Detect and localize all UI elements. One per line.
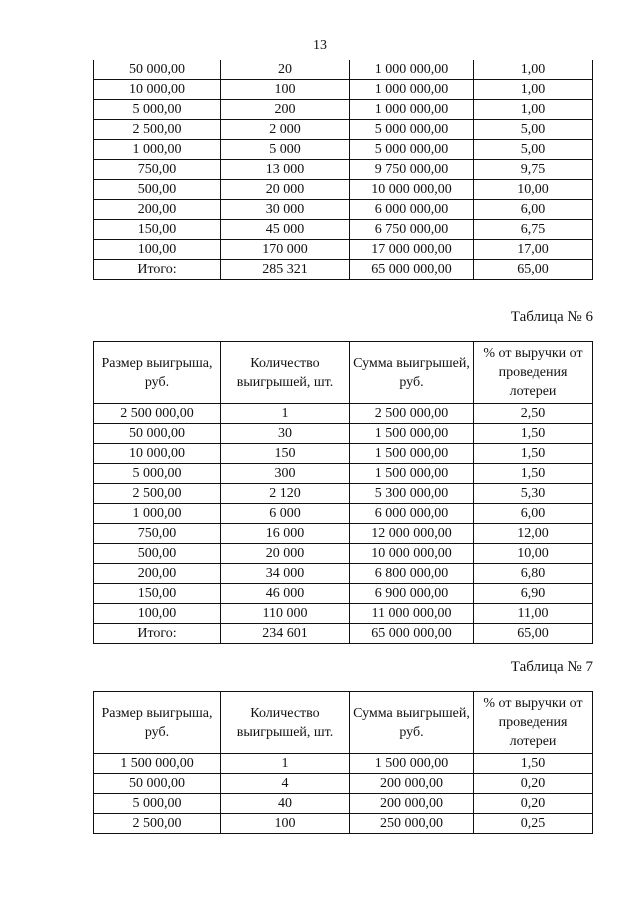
- cell-prize-count: 150: [221, 444, 350, 464]
- cell-prize-size: 200,00: [94, 564, 221, 584]
- cell-prize-size: 2 500,00: [94, 120, 221, 140]
- cell-prize-count: 285 321: [221, 260, 350, 280]
- cell-revenue-percent: 65,00: [474, 624, 593, 644]
- cell-prize-size: 2 500,00: [94, 814, 221, 834]
- cell-revenue-percent: 6,00: [474, 200, 593, 220]
- cell-revenue-percent: 2,50: [474, 404, 593, 424]
- cell-prize-sum: 2 500 000,00: [350, 404, 474, 424]
- table-row: [94, 544, 593, 564]
- cell-prize-sum: 65 000 000,00: [350, 260, 474, 280]
- table-row: [94, 60, 593, 80]
- table-row: [94, 220, 593, 240]
- cell-prize-count: 16 000: [221, 524, 350, 544]
- cell-prize-size: 100,00: [94, 604, 221, 624]
- table-row: [94, 524, 593, 544]
- cell-prize-sum: 1 500 000,00: [350, 444, 474, 464]
- cell-revenue-percent: 5,00: [474, 120, 593, 140]
- cell-revenue-percent: 1,50: [474, 424, 593, 444]
- cell-prize-count: 4: [221, 774, 350, 794]
- cell-prize-sum: 1 500 000,00: [350, 754, 474, 774]
- table-row: [94, 260, 593, 280]
- cell-prize-size: 150,00: [94, 220, 221, 240]
- table-row: [94, 404, 593, 424]
- cell-prize-sum: 10 000 000,00: [350, 180, 474, 200]
- cell-revenue-percent: 9,75: [474, 160, 593, 180]
- cell-prize-size: 2 500 000,00: [94, 404, 221, 424]
- cell-prize-size: 10 000,00: [94, 444, 221, 464]
- table-row: [94, 624, 593, 644]
- cell-prize-count: 34 000: [221, 564, 350, 584]
- cell-prize-sum: 5 000 000,00: [350, 140, 474, 160]
- cell-prize-count: 170 000: [221, 240, 350, 260]
- cell-prize-sum: 12 000 000,00: [350, 524, 474, 544]
- cell-prize-size: 1 500 000,00: [94, 754, 221, 774]
- cell-prize-count: 20 000: [221, 180, 350, 200]
- cell-prize-sum: 17 000 000,00: [350, 240, 474, 260]
- cell-prize-sum: 65 000 000,00: [350, 624, 474, 644]
- table-row: [94, 80, 593, 100]
- prize-table-6: [93, 341, 593, 644]
- cell-revenue-percent: 6,75: [474, 220, 593, 240]
- cell-prize-size: 2 500,00: [94, 484, 221, 504]
- cell-prize-sum: 6 750 000,00: [350, 220, 474, 240]
- table-row: [94, 200, 593, 220]
- cell-prize-count: 20: [221, 60, 350, 80]
- cell-prize-sum: 1 000 000,00: [350, 100, 474, 120]
- prize-table-continued: [93, 60, 593, 280]
- cell-revenue-percent: 1,00: [474, 80, 593, 100]
- cell-prize-sum: 9 750 000,00: [350, 160, 474, 180]
- table-row: [94, 240, 593, 260]
- cell-prize-sum: 200 000,00: [350, 794, 474, 814]
- cell-revenue-percent: 6,80: [474, 564, 593, 584]
- cell-revenue-percent: 10,00: [474, 180, 593, 200]
- table-row: [94, 120, 593, 140]
- cell-prize-size: 5 000,00: [94, 100, 221, 120]
- cell-prize-count: 20 000: [221, 544, 350, 564]
- header-prize-size: Размер выигрыша, руб.: [94, 342, 221, 404]
- table-row: [94, 814, 593, 834]
- table-row: [94, 140, 593, 160]
- cell-prize-sum: 1 500 000,00: [350, 464, 474, 484]
- page-number: 13: [313, 38, 327, 53]
- table-6-caption: Таблица № 6: [510, 309, 593, 325]
- cell-revenue-percent: 65,00: [474, 260, 593, 280]
- table-7-caption: Таблица № 7: [510, 659, 593, 675]
- cell-revenue-percent: 1,00: [474, 100, 593, 120]
- cell-revenue-percent: 5,00: [474, 140, 593, 160]
- cell-prize-size: 5 000,00: [94, 794, 221, 814]
- table-row: [94, 504, 593, 524]
- header-revenue-percent: % от выручки от проведения лотереи: [474, 342, 593, 404]
- table-header-row: [94, 342, 593, 404]
- cell-prize-size: 500,00: [94, 544, 221, 564]
- cell-prize-count: 100: [221, 814, 350, 834]
- cell-prize-count: 1: [221, 754, 350, 774]
- cell-prize-size: Итого:: [94, 624, 221, 644]
- table-row: [94, 604, 593, 624]
- cell-prize-count: 110 000: [221, 604, 350, 624]
- cell-prize-sum: 6 900 000,00: [350, 584, 474, 604]
- cell-revenue-percent: 0,20: [474, 794, 593, 814]
- cell-revenue-percent: 0,25: [474, 814, 593, 834]
- cell-revenue-percent: 1,50: [474, 444, 593, 464]
- cell-prize-sum: 6 800 000,00: [350, 564, 474, 584]
- cell-revenue-percent: 5,30: [474, 484, 593, 504]
- cell-prize-size: 50 000,00: [94, 774, 221, 794]
- cell-prize-count: 1: [221, 404, 350, 424]
- cell-prize-count: 46 000: [221, 584, 350, 604]
- table-row: [94, 424, 593, 444]
- cell-prize-sum: 6 000 000,00: [350, 504, 474, 524]
- header-prize-sum: Сумма выигрышей, руб.: [350, 342, 474, 404]
- table-row: [94, 484, 593, 504]
- cell-prize-size: 100,00: [94, 240, 221, 260]
- cell-prize-size: 200,00: [94, 200, 221, 220]
- cell-revenue-percent: 0,20: [474, 774, 593, 794]
- table-header-row: [94, 692, 593, 754]
- header-prize-count: Количество выигрышей, шт.: [221, 692, 350, 754]
- cell-prize-size: 1 000,00: [94, 140, 221, 160]
- cell-revenue-percent: 12,00: [474, 524, 593, 544]
- cell-prize-sum: 5 300 000,00: [350, 484, 474, 504]
- table-row: [94, 180, 593, 200]
- cell-prize-count: 2 120: [221, 484, 350, 504]
- cell-prize-size: Итого:: [94, 260, 221, 280]
- cell-revenue-percent: 17,00: [474, 240, 593, 260]
- header-prize-size: Размер выигрыша, руб.: [94, 692, 221, 754]
- cell-prize-size: 5 000,00: [94, 464, 221, 484]
- table-row: [94, 464, 593, 484]
- cell-prize-size: 500,00: [94, 180, 221, 200]
- table-row: [94, 754, 593, 774]
- cell-revenue-percent: 6,00: [474, 504, 593, 524]
- cell-revenue-percent: 1,00: [474, 60, 593, 80]
- table-row: [94, 564, 593, 584]
- cell-revenue-percent: 1,50: [474, 754, 593, 774]
- cell-prize-count: 200: [221, 100, 350, 120]
- cell-prize-size: 50 000,00: [94, 60, 221, 80]
- cell-revenue-percent: 6,90: [474, 584, 593, 604]
- cell-prize-count: 6 000: [221, 504, 350, 524]
- cell-prize-count: 234 601: [221, 624, 350, 644]
- cell-prize-count: 13 000: [221, 160, 350, 180]
- cell-prize-count: 2 000: [221, 120, 350, 140]
- cell-prize-count: 100: [221, 80, 350, 100]
- cell-prize-count: 40: [221, 794, 350, 814]
- cell-prize-size: 10 000,00: [94, 80, 221, 100]
- header-prize-count: Количество выигрышей, шт.: [221, 342, 350, 404]
- prize-table-7: [93, 691, 593, 834]
- table-row: [94, 444, 593, 464]
- cell-prize-sum: 1 000 000,00: [350, 60, 474, 80]
- table-row: [94, 160, 593, 180]
- cell-prize-sum: 6 000 000,00: [350, 200, 474, 220]
- cell-prize-count: 30 000: [221, 200, 350, 220]
- cell-prize-sum: 5 000 000,00: [350, 120, 474, 140]
- cell-prize-count: 30: [221, 424, 350, 444]
- cell-prize-size: 1 000,00: [94, 504, 221, 524]
- cell-prize-count: 300: [221, 464, 350, 484]
- cell-revenue-percent: 1,50: [474, 464, 593, 484]
- cell-prize-sum: 11 000 000,00: [350, 604, 474, 624]
- cell-prize-count: 5 000: [221, 140, 350, 160]
- cell-prize-sum: 200 000,00: [350, 774, 474, 794]
- table-row: [94, 584, 593, 604]
- table-row: [94, 100, 593, 120]
- cell-revenue-percent: 11,00: [474, 604, 593, 624]
- cell-prize-count: 45 000: [221, 220, 350, 240]
- cell-prize-sum: 250 000,00: [350, 814, 474, 834]
- cell-prize-size: 50 000,00: [94, 424, 221, 444]
- cell-prize-size: 750,00: [94, 160, 221, 180]
- cell-prize-size: 150,00: [94, 584, 221, 604]
- cell-prize-sum: 10 000 000,00: [350, 544, 474, 564]
- header-revenue-percent: % от выручки от проведения лотереи: [474, 692, 593, 754]
- cell-prize-sum: 1 500 000,00: [350, 424, 474, 444]
- header-prize-sum: Сумма выигрышей, руб.: [350, 692, 474, 754]
- cell-prize-sum: 1 000 000,00: [350, 80, 474, 100]
- table-row: [94, 774, 593, 794]
- cell-prize-size: 750,00: [94, 524, 221, 544]
- table-row: [94, 794, 593, 814]
- cell-revenue-percent: 10,00: [474, 544, 593, 564]
